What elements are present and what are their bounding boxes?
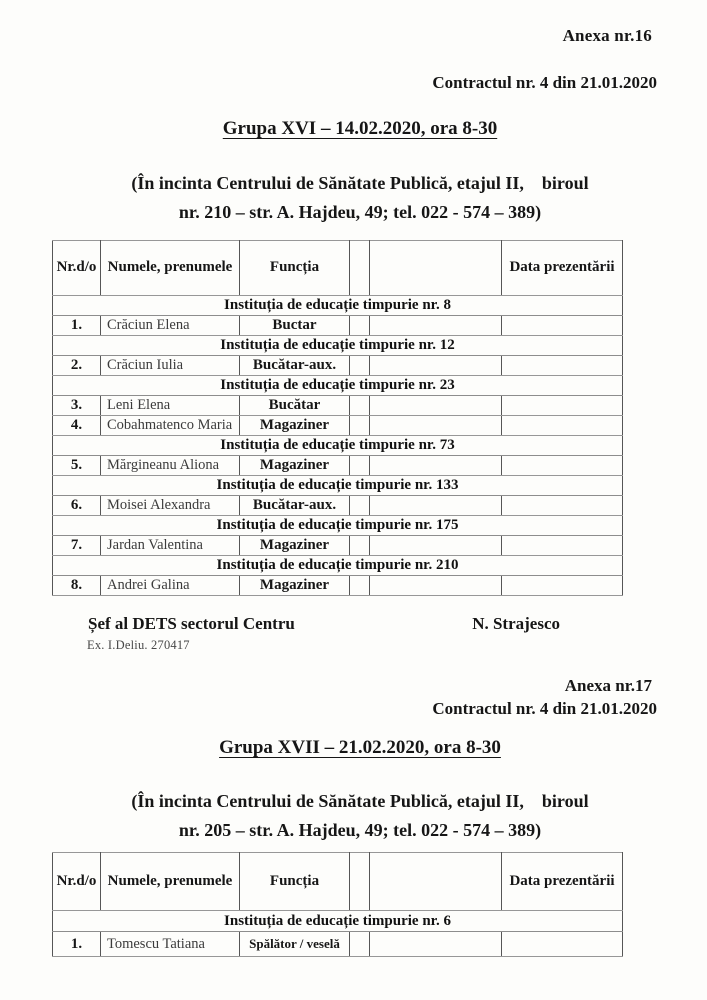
row-number: 5. <box>53 456 101 476</box>
column-header: Data prezentării <box>502 241 623 296</box>
person-function: Magaziner <box>240 456 350 476</box>
row-number: 8. <box>53 576 101 596</box>
column-header: Nr.d/o <box>53 241 101 296</box>
row-number: 3. <box>53 396 101 416</box>
date-cell <box>502 576 623 596</box>
date-cell <box>502 356 623 376</box>
date-cell <box>502 536 623 556</box>
date-cell <box>502 456 623 476</box>
row-number: 4. <box>53 416 101 436</box>
person-function: Magaziner <box>240 576 350 596</box>
table-row <box>53 456 623 476</box>
table-row <box>53 356 623 376</box>
person-name: Jardan Valentina <box>101 536 240 556</box>
date-cell <box>502 416 623 436</box>
empty-cell <box>350 932 370 957</box>
person-name: Andrei Galina <box>101 576 240 596</box>
row-number: 2. <box>53 356 101 376</box>
column-header: Numele, prenumele <box>101 241 240 296</box>
person-function: Magaziner <box>240 416 350 436</box>
column-header <box>350 241 370 296</box>
row-number: 1. <box>53 932 101 957</box>
person-function: Buctar <box>240 316 350 336</box>
person-name: Crăciun Elena <box>101 316 240 336</box>
empty-cell <box>350 416 370 436</box>
column-header <box>370 241 502 296</box>
executor-note: Ex. I.Deliu. 270417 <box>87 638 190 652</box>
institution-label: Instituția de educație timpurie nr. 6 <box>53 911 623 932</box>
empty-cell <box>370 932 502 957</box>
address-block-xvii <box>40 787 680 845</box>
column-header: Numele, prenumele <box>101 853 240 911</box>
row-number: 1. <box>53 316 101 336</box>
table-row <box>53 416 623 436</box>
contract-line-16: Contractul nr. 4 din 21.01.2020 <box>432 73 657 92</box>
institution-section-row <box>53 376 623 396</box>
institution-label: Instituția de educație timpurie nr. 23 <box>53 376 623 396</box>
person-function: Bucătar-aux. <box>240 496 350 516</box>
address-line-2: nr. 210 – str. A. Hajdeu, 49; tel. 022 - 574 – 389) <box>178 202 542 222</box>
person-name: Crăciun Iulia <box>101 356 240 376</box>
group-title-xvi: Grupa XVI – 14.02.2020, ora 8-30 <box>222 118 498 139</box>
table-header-row <box>53 241 623 296</box>
institution-label: Instituția de educație timpurie nr. 12 <box>53 336 623 356</box>
institution-section-row <box>53 436 623 456</box>
empty-cell <box>370 496 502 516</box>
table-row <box>53 576 623 596</box>
institution-label: Instituția de educație timpurie nr. 175 <box>53 516 623 536</box>
person-name: Mărgineanu Aliona <box>101 456 240 476</box>
table-row <box>53 932 623 957</box>
person-function: Bucătar <box>240 396 350 416</box>
table-row <box>53 496 623 516</box>
person-function: Magaziner <box>240 536 350 556</box>
table-row <box>53 316 623 336</box>
institution-label: Instituția de educație timpurie nr. 133 <box>53 476 623 496</box>
date-cell <box>502 316 623 336</box>
person-function: Bucătar-aux. <box>240 356 350 376</box>
empty-cell <box>350 536 370 556</box>
empty-cell <box>350 456 370 476</box>
annex-label-17: Anexa nr.17 <box>564 676 652 695</box>
address-line-1: (În incinta Centrului de Sănătate Publică, etajul II, biroul <box>131 173 589 193</box>
date-cell <box>502 496 623 516</box>
group-title-xvii: Grupa XVII – 21.02.2020, ora 8-30 <box>219 737 501 758</box>
column-header: Funcția <box>240 241 350 296</box>
column-header: Data prezentării <box>502 853 623 911</box>
empty-cell <box>370 356 502 376</box>
column-header <box>370 853 502 911</box>
empty-cell <box>370 396 502 416</box>
empty-cell <box>370 456 502 476</box>
empty-cell <box>350 576 370 596</box>
empty-cell <box>370 416 502 436</box>
row-number: 7. <box>53 536 101 556</box>
signature-title: Șef al DETS sectorul Centru <box>88 614 295 633</box>
table-header-row <box>53 853 623 911</box>
table-row <box>53 536 623 556</box>
person-function: Spălător / veselă <box>240 932 350 957</box>
address-line-1: (În incinta Centrului de Sănătate Publică, etajul II, biroul <box>131 791 589 811</box>
empty-cell <box>370 316 502 336</box>
presence-table-group-xvi <box>52 240 623 596</box>
contract-line-17: Contractul nr. 4 din 21.01.2020 <box>432 699 657 718</box>
signature-name: N. Strajesco <box>472 614 560 633</box>
empty-cell <box>370 576 502 596</box>
institution-label: Instituția de educație timpurie nr. 210 <box>53 556 623 576</box>
institution-section-row <box>53 556 623 576</box>
empty-cell <box>350 316 370 336</box>
institution-section-row <box>53 336 623 356</box>
signature-block <box>88 614 560 634</box>
column-header: Nr.d/o <box>53 853 101 911</box>
institution-label: Instituția de educație timpurie nr. 8 <box>53 296 623 316</box>
presence-table-group-xvii <box>52 852 623 957</box>
table-row <box>53 396 623 416</box>
person-name: Tomescu Tatiana <box>101 932 240 957</box>
institution-section-row <box>53 516 623 536</box>
column-header <box>350 853 370 911</box>
institution-section-row <box>53 476 623 496</box>
column-header: Funcția <box>240 853 350 911</box>
person-name: Leni Elena <box>101 396 240 416</box>
empty-cell <box>350 396 370 416</box>
empty-cell <box>350 496 370 516</box>
institution-section-row <box>53 911 623 932</box>
person-name: Moisei Alexandra <box>101 496 240 516</box>
institution-section-row <box>53 296 623 316</box>
empty-cell <box>370 536 502 556</box>
address-line-2: nr. 205 – str. A. Hajdeu, 49; tel. 022 - 574 – 389) <box>178 820 542 840</box>
date-cell <box>502 932 623 957</box>
row-number: 6. <box>53 496 101 516</box>
person-name: Cobahmatenco Maria <box>101 416 240 436</box>
address-block-xvi <box>40 169 680 227</box>
annex-label-16: Anexa nr.16 <box>562 26 652 45</box>
date-cell <box>502 396 623 416</box>
empty-cell <box>350 356 370 376</box>
institution-label: Instituția de educație timpurie nr. 73 <box>53 436 623 456</box>
